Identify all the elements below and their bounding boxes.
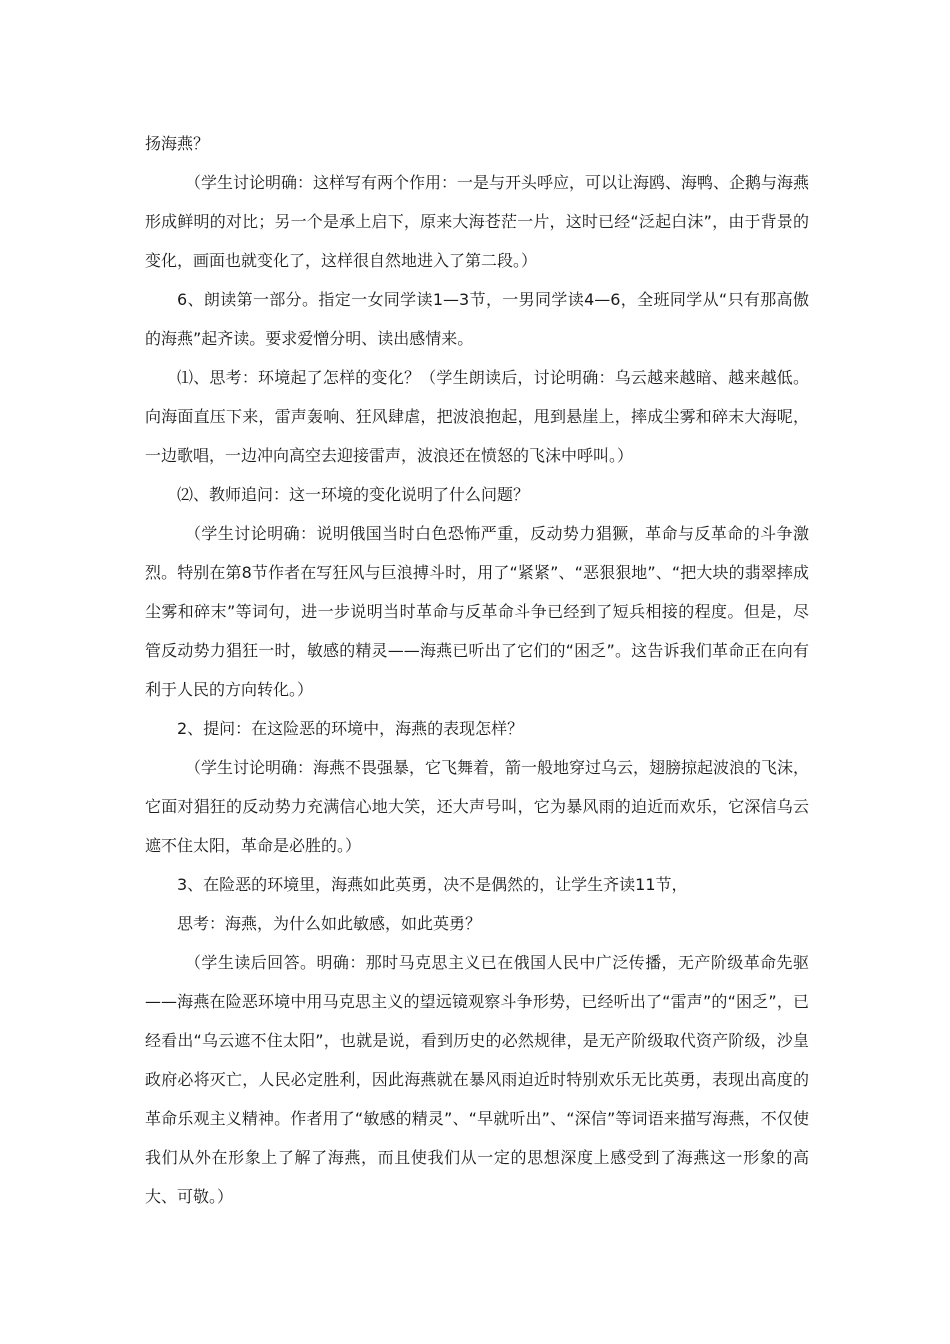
paragraph-step-6: 6、朗读第一部分。指定一女同学读1—3节，一男同学读4—6，全班同学从“只有那高傲的海燕”起齐读。要求爱憎分明、读出感情来。 [145, 290, 809, 348]
paragraph-question-2: ⑵、教师追问：这一环境的变化说明了什么问题？ [177, 485, 530, 504]
paragraph-continuation: 扬海燕？ [145, 134, 210, 153]
paragraph-question-1: ⑴、思考：环境起了怎样的变化？（学生朗读后，讨论明确：乌云越来越暗、越来越低。向海面直压下来，雷声轰响、狂风肆虐，把波浪抱起，甩到悬崖上，摔成尘雾和碎末大海呢，一边歌唱，一边冲向高空去迎接雷声，波浪还在愤怒的飞沫中呼叫。） [145, 368, 809, 465]
paragraph-step-3: 3、在险恶的环境里，海燕如此英勇，决不是偶然的，让学生齐读11节， [177, 875, 688, 894]
paragraph-discussion-2: （学生讨论明确：说明俄国当时白色恐怖严重，反动势力猖獗，革命与反革命的斗争激烈。特别在第8节作者在写狂风与巨浪搏斗时，用了“紧紧”、“恶狠狠地”、“把大块的翡翠摔成尘雾和碎末”等词句，进一步说明当时革命与反革命斗争已经到了短兵相接的程度。但是，尽管反动势力猖狂一时，敏感的精灵——海燕已听出了它们的“困乏”。这告诉我们革命正在向有利于人民的方向转化。） [145, 524, 809, 699]
paragraph-think: 思考：海燕，为什么如此敏感，如此英勇？ [177, 914, 482, 933]
paragraph-discussion-3: （学生讨论明确：海燕不畏强暴，它飞舞着，箭一般地穿过乌云，翅膀掠起波浪的飞沫，它面对猖狂的反动势力充满信心地大笑，还大声号叫，它为暴风雨的迫近而欢乐，它深信乌云遮不住太阳，革命是必胜的。） [145, 758, 810, 855]
paragraph-discussion-4: （学生读后回答。明确：那时马克思主义已在俄国人民中广泛传播，无产阶级革命先驱——海燕在险恶环境中用马克思主义的望远镜观察斗争形势，已经听出了“雷声”的“困乏”，已经看出“乌云遮不住太阳”，也就是说，看到历史的必然规律，是无产阶级取代资产阶级，沙皇政府必将灭亡，人民必定胜利，因此海燕就在暴风雨迫近时特别欢乐无比英勇，表现出高度的革命乐观主义精神。作者用了“敏感的精灵”、“早就听出”、“深信”等词语来描写海燕，不仅使我们从外在形象上了解了海燕，而且使我们从一定的思想深度上感受到了海燕这一形象的高大、可敬。） [145, 953, 809, 1206]
paragraph-step-2: 2、提问：在这险恶的环境中，海燕的表现怎样？ [177, 719, 524, 738]
paragraph-discussion-1: （学生讨论明确：这样写有两个作用：一是与开头呼应，可以让海鸥、海鸭、企鹅与海燕形成鲜明的对比；另一个是承上启下，原来大海苍茫一片，这时已经“泛起白沫”，由于背景的变化，画面也就变化了，这样很自然地进入了第二段。） [145, 173, 810, 270]
document-body [145, 124, 809, 1216]
